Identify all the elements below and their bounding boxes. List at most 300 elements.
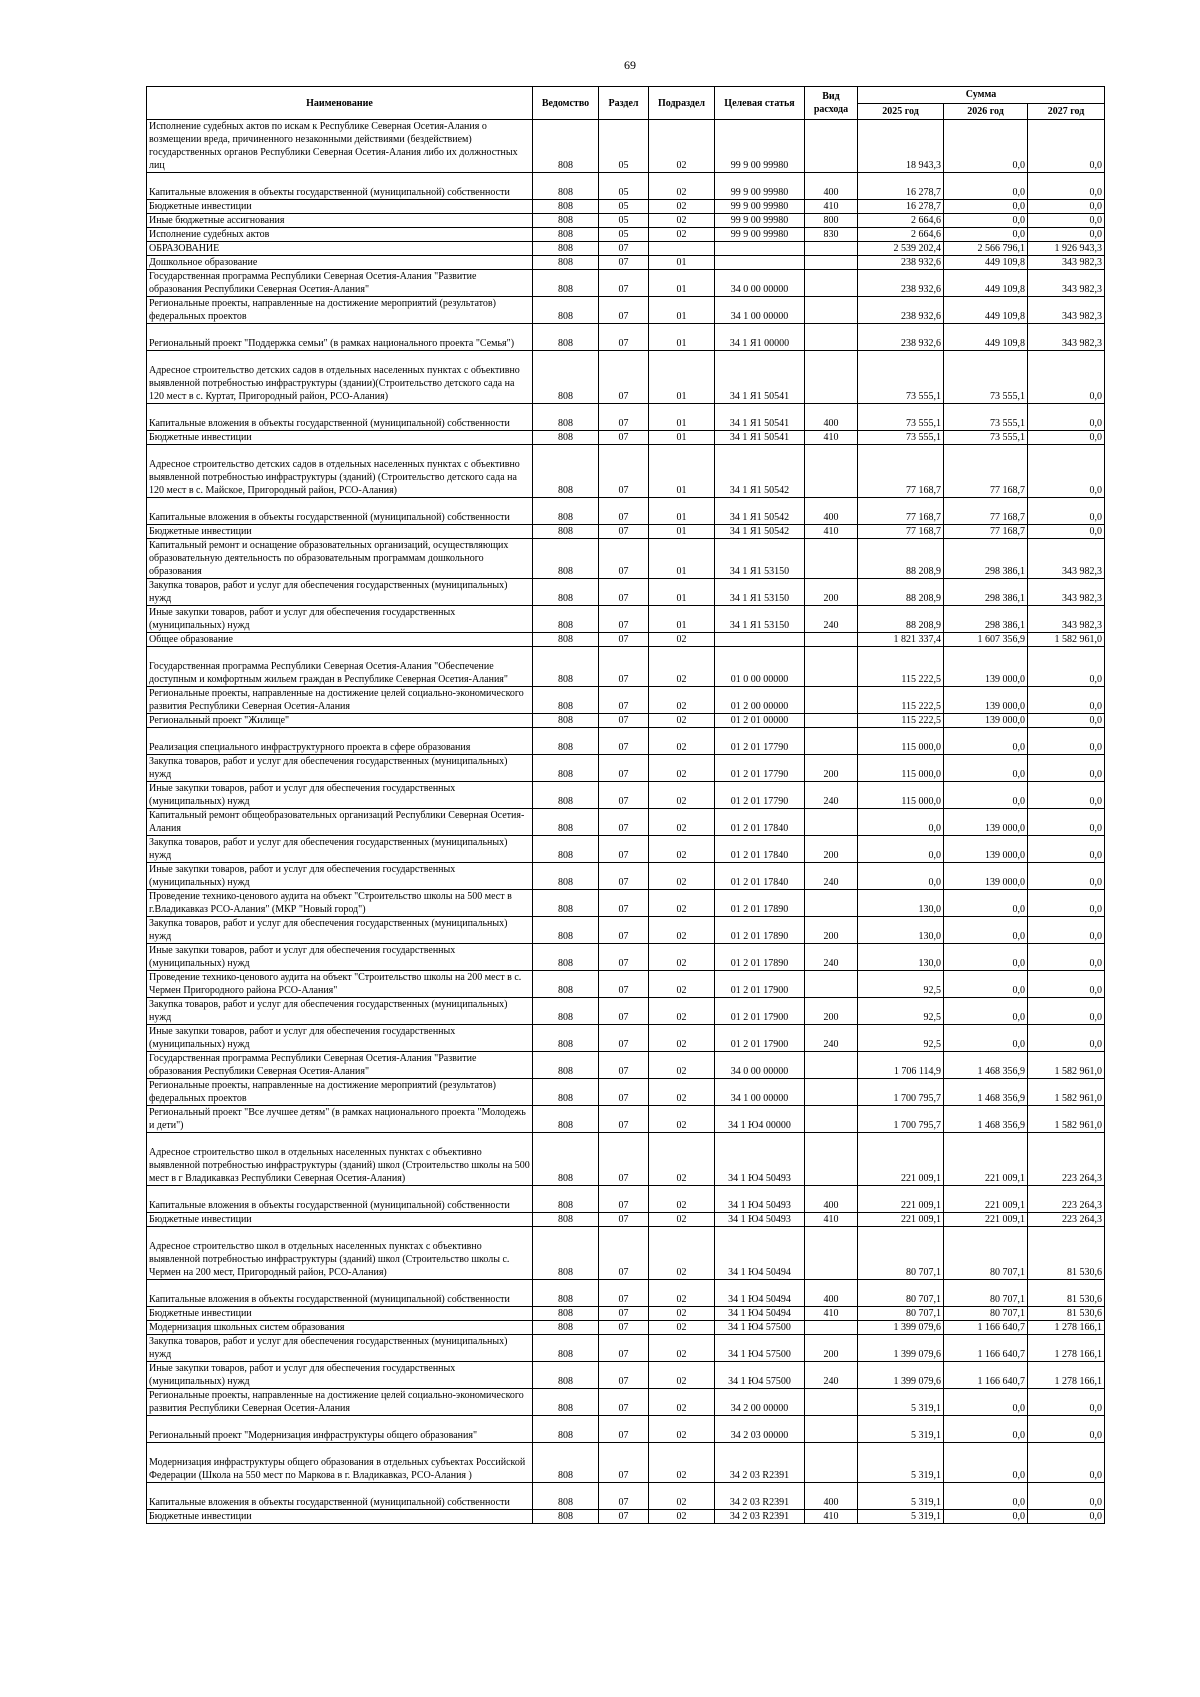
cell-sum-2027: 223 264,3 (1028, 1213, 1105, 1227)
cell-expense-type: 410 (805, 431, 858, 445)
cell-sum-2027: 0,0 (1028, 431, 1105, 445)
cell-target-article: 34 1 00 00000 (715, 297, 805, 324)
cell-vedomstvo: 808 (533, 714, 599, 728)
table-row (147, 755, 1105, 782)
cell-name: Бюджетные инвестиции (147, 200, 533, 214)
cell-expense-type: 410 (805, 1307, 858, 1321)
cell-razdel: 07 (599, 1483, 649, 1510)
cell-sum-2026: 1 468 356,9 (944, 1052, 1028, 1079)
cell-sum-2027: 0,0 (1028, 120, 1105, 173)
cell-podrazdel: 01 (649, 498, 715, 525)
cell-sum-2025: 221 009,1 (858, 1186, 944, 1213)
cell-expense-type (805, 445, 858, 498)
cell-vedomstvo: 808 (533, 1280, 599, 1307)
cell-sum-2025: 88 208,9 (858, 579, 944, 606)
cell-sum-2027: 0,0 (1028, 728, 1105, 755)
cell-sum-2027: 343 982,3 (1028, 606, 1105, 633)
header-year-2027: 2027 год (1028, 103, 1105, 120)
cell-target-article: 34 1 Я1 50542 (715, 525, 805, 539)
cell-sum-2027: 1 582 961,0 (1028, 1079, 1105, 1106)
cell-target-article: 01 2 00 00000 (715, 687, 805, 714)
cell-name: Бюджетные инвестиции (147, 1213, 533, 1227)
cell-sum-2025: 92,5 (858, 1025, 944, 1052)
cell-vedomstvo: 808 (533, 324, 599, 351)
cell-podrazdel: 02 (649, 1280, 715, 1307)
cell-vedomstvo: 808 (533, 228, 599, 242)
cell-name: Проведение технико-ценового аудита на объект "Строительство школы на 200 мест в с. Чермен Пригородного района РСО-Алания" (147, 971, 533, 998)
cell-vedomstvo: 808 (533, 944, 599, 971)
table-row (147, 1213, 1105, 1227)
cell-podrazdel: 01 (649, 256, 715, 270)
header-expense-type: Вид расхода (805, 87, 858, 120)
cell-sum-2025: 77 168,7 (858, 445, 944, 498)
cell-razdel: 07 (599, 1362, 649, 1389)
cell-sum-2026: 0,0 (944, 917, 1028, 944)
cell-target-article: 01 2 01 17900 (715, 971, 805, 998)
table-header (147, 87, 1105, 120)
cell-vedomstvo: 808 (533, 120, 599, 173)
cell-razdel: 07 (599, 714, 649, 728)
cell-sum-2025: 2 539 202,4 (858, 242, 944, 256)
cell-sum-2026: 80 707,1 (944, 1307, 1028, 1321)
cell-sum-2026: 221 009,1 (944, 1213, 1028, 1227)
table-row (147, 539, 1105, 579)
cell-sum-2026: 77 168,7 (944, 525, 1028, 539)
cell-name: Бюджетные инвестиции (147, 525, 533, 539)
cell-sum-2026: 0,0 (944, 998, 1028, 1025)
cell-expense-type (805, 324, 858, 351)
cell-sum-2025: 88 208,9 (858, 606, 944, 633)
cell-razdel: 07 (599, 1321, 649, 1335)
cell-razdel: 07 (599, 431, 649, 445)
cell-name: Региональный проект "Модернизация инфраструктуры общего образования" (147, 1416, 533, 1443)
table-row (147, 714, 1105, 728)
cell-vedomstvo: 808 (533, 606, 599, 633)
table-row (147, 1133, 1105, 1186)
cell-sum-2026: 2 566 796,1 (944, 242, 1028, 256)
cell-razdel: 07 (599, 1335, 649, 1362)
cell-razdel: 07 (599, 525, 649, 539)
cell-name: Государственная программа Республики Северная Осетия-Алания "Развитие образования Республики Северная Осетия-Алания" (147, 1052, 533, 1079)
header-summa: Сумма (858, 87, 1105, 104)
cell-expense-type: 410 (805, 525, 858, 539)
cell-sum-2026: 0,0 (944, 728, 1028, 755)
cell-sum-2025: 2 664,6 (858, 214, 944, 228)
cell-name: Закупка товаров, работ и услуг для обеспечения государственных (муниципальных) нужд (147, 579, 533, 606)
cell-podrazdel: 02 (649, 1483, 715, 1510)
cell-sum-2027: 0,0 (1028, 525, 1105, 539)
cell-sum-2025: 18 943,3 (858, 120, 944, 173)
cell-razdel: 07 (599, 998, 649, 1025)
cell-sum-2025: 5 319,1 (858, 1416, 944, 1443)
cell-podrazdel: 02 (649, 917, 715, 944)
table-row (147, 200, 1105, 214)
table-row (147, 728, 1105, 755)
cell-expense-type: 200 (805, 1335, 858, 1362)
cell-target-article: 34 1 Я1 50541 (715, 404, 805, 431)
cell-target-article: 34 1 Ю4 57500 (715, 1335, 805, 1362)
cell-podrazdel: 01 (649, 606, 715, 633)
cell-sum-2025: 115 000,0 (858, 728, 944, 755)
cell-name: Закупка товаров, работ и услуг для обеспечения государственных (муниципальных) нужд (147, 917, 533, 944)
table-row (147, 944, 1105, 971)
cell-sum-2025: 0,0 (858, 836, 944, 863)
cell-expense-type (805, 1106, 858, 1133)
cell-name: Иные закупки товаров, работ и услуг для обеспечения государственных (муниципальных) нужд (147, 782, 533, 809)
cell-expense-type (805, 1133, 858, 1186)
cell-razdel: 07 (599, 890, 649, 917)
cell-name: Региональные проекты, направленные на достижение мероприятий (результатов) федеральных проектов (147, 297, 533, 324)
cell-sum-2026: 1 468 356,9 (944, 1106, 1028, 1133)
cell-expense-type (805, 647, 858, 687)
cell-target-article: 99 9 00 99980 (715, 173, 805, 200)
cell-vedomstvo: 808 (533, 539, 599, 579)
cell-sum-2025: 16 278,7 (858, 200, 944, 214)
cell-sum-2027: 1 582 961,0 (1028, 633, 1105, 647)
cell-expense-type: 240 (805, 782, 858, 809)
cell-target-article: 34 1 Я1 50541 (715, 351, 805, 404)
cell-name: Государственная программа Республики Северная Осетия-Алания "Обеспечение доступным и комфортным жильем граждан в Республике Северная Осетия-Алания" (147, 647, 533, 687)
cell-sum-2025: 73 555,1 (858, 404, 944, 431)
cell-expense-type: 410 (805, 1510, 858, 1524)
cell-sum-2027: 343 982,3 (1028, 270, 1105, 297)
cell-name: Региональный проект "Все лучшее детям" (в рамках национального проекта "Молодежь и дети") (147, 1106, 533, 1133)
cell-expense-type: 400 (805, 498, 858, 525)
cell-podrazdel: 01 (649, 579, 715, 606)
cell-expense-type (805, 242, 858, 256)
cell-vedomstvo: 808 (533, 445, 599, 498)
table-row (147, 917, 1105, 944)
cell-podrazdel: 02 (649, 863, 715, 890)
cell-name: Региональный проект "Поддержка семьи" (в рамках национального проекта "Семья") (147, 324, 533, 351)
cell-razdel: 07 (599, 1443, 649, 1483)
cell-target-article: 34 1 Я1 50542 (715, 498, 805, 525)
cell-target-article: 34 2 03 R2391 (715, 1443, 805, 1483)
table-row (147, 1321, 1105, 1335)
cell-sum-2026: 80 707,1 (944, 1227, 1028, 1280)
table-row (147, 120, 1105, 173)
cell-expense-type (805, 1321, 858, 1335)
cell-sum-2026: 0,0 (944, 890, 1028, 917)
cell-sum-2027: 0,0 (1028, 917, 1105, 944)
table-row (147, 1483, 1105, 1510)
cell-name: Исполнение судебных актов (147, 228, 533, 242)
table-row (147, 256, 1105, 270)
cell-sum-2027: 343 982,3 (1028, 324, 1105, 351)
cell-sum-2027: 1 582 961,0 (1028, 1106, 1105, 1133)
cell-expense-type (805, 351, 858, 404)
cell-sum-2026: 221 009,1 (944, 1186, 1028, 1213)
cell-expense-type (805, 297, 858, 324)
cell-expense-type: 200 (805, 917, 858, 944)
cell-sum-2025: 221 009,1 (858, 1213, 944, 1227)
cell-vedomstvo: 808 (533, 1335, 599, 1362)
table-row (147, 1362, 1105, 1389)
cell-sum-2026: 0,0 (944, 944, 1028, 971)
cell-sum-2027: 1 278 166,1 (1028, 1335, 1105, 1362)
cell-sum-2025: 80 707,1 (858, 1307, 944, 1321)
cell-vedomstvo: 808 (533, 971, 599, 998)
cell-expense-type (805, 256, 858, 270)
cell-podrazdel: 02 (649, 1443, 715, 1483)
cell-name: Иные закупки товаров, работ и услуг для обеспечения государственных (муниципальных) нужд (147, 1025, 533, 1052)
cell-expense-type (805, 1416, 858, 1443)
cell-expense-type (805, 971, 858, 998)
cell-expense-type (805, 539, 858, 579)
table-row (147, 782, 1105, 809)
cell-expense-type: 240 (805, 1025, 858, 1052)
table-row (147, 173, 1105, 200)
cell-razdel: 07 (599, 297, 649, 324)
cell-sum-2027: 0,0 (1028, 1510, 1105, 1524)
cell-name: Бюджетные инвестиции (147, 1510, 533, 1524)
cell-name: Проведение технико-ценового аудита на объект "Строительство школы на 500 мест в г.Владикавказ РСО-Алания" (МКР "Новый город") (147, 890, 533, 917)
cell-razdel: 07 (599, 404, 649, 431)
cell-target-article: 99 9 00 99980 (715, 228, 805, 242)
cell-sum-2026: 139 000,0 (944, 809, 1028, 836)
cell-target-article: 01 2 01 17890 (715, 917, 805, 944)
cell-target-article: 34 1 Я1 50542 (715, 445, 805, 498)
table-row (147, 579, 1105, 606)
cell-expense-type: 400 (805, 173, 858, 200)
cell-vedomstvo: 808 (533, 1106, 599, 1133)
table-row (147, 1280, 1105, 1307)
cell-sum-2027: 223 264,3 (1028, 1186, 1105, 1213)
cell-vedomstvo: 808 (533, 1307, 599, 1321)
cell-sum-2026: 139 000,0 (944, 647, 1028, 687)
cell-razdel: 07 (599, 809, 649, 836)
cell-podrazdel: 01 (649, 404, 715, 431)
cell-expense-type (805, 728, 858, 755)
table-row (147, 971, 1105, 998)
cell-vedomstvo: 808 (533, 525, 599, 539)
cell-sum-2027: 0,0 (1028, 714, 1105, 728)
cell-razdel: 07 (599, 324, 649, 351)
cell-vedomstvo: 808 (533, 755, 599, 782)
table-row (147, 1052, 1105, 1079)
cell-vedomstvo: 808 (533, 917, 599, 944)
cell-vedomstvo: 808 (533, 270, 599, 297)
cell-vedomstvo: 808 (533, 1362, 599, 1389)
cell-expense-type: 400 (805, 404, 858, 431)
cell-name: Иные закупки товаров, работ и услуг для обеспечения государственных (муниципальных) нужд (147, 606, 533, 633)
table-row (147, 633, 1105, 647)
cell-podrazdel: 01 (649, 525, 715, 539)
table-row (147, 445, 1105, 498)
cell-sum-2025: 5 319,1 (858, 1510, 944, 1524)
table-row (147, 1443, 1105, 1483)
cell-sum-2027: 0,0 (1028, 836, 1105, 863)
cell-podrazdel: 01 (649, 539, 715, 579)
table-row (147, 324, 1105, 351)
cell-sum-2027: 0,0 (1028, 782, 1105, 809)
cell-sum-2026: 0,0 (944, 1389, 1028, 1416)
cell-target-article: 34 2 03 R2391 (715, 1510, 805, 1524)
cell-sum-2025: 88 208,9 (858, 539, 944, 579)
cell-vedomstvo: 808 (533, 1213, 599, 1227)
cell-razdel: 07 (599, 445, 649, 498)
cell-target-article: 34 0 00 00000 (715, 270, 805, 297)
cell-razdel: 07 (599, 1510, 649, 1524)
table-row (147, 1079, 1105, 1106)
cell-podrazdel: 02 (649, 1052, 715, 1079)
cell-sum-2027: 343 982,3 (1028, 539, 1105, 579)
cell-sum-2025: 1 706 114,9 (858, 1052, 944, 1079)
cell-target-article: 34 1 Ю4 00000 (715, 1106, 805, 1133)
cell-name: Капитальные вложения в объекты государственной (муниципальной) собственности (147, 404, 533, 431)
cell-sum-2026: 221 009,1 (944, 1133, 1028, 1186)
cell-razdel: 07 (599, 1133, 649, 1186)
cell-name: Региональный проект "Жилище" (147, 714, 533, 728)
cell-name: Закупка товаров, работ и услуг для обеспечения государственных (муниципальных) нужд (147, 836, 533, 863)
cell-vedomstvo: 808 (533, 242, 599, 256)
cell-razdel: 07 (599, 256, 649, 270)
cell-name: Региональные проекты, направленные на достижение целей социально-экономического развития Республики Северная Осетия-Алания (147, 687, 533, 714)
cell-sum-2026: 0,0 (944, 971, 1028, 998)
cell-podrazdel: 01 (649, 351, 715, 404)
cell-sum-2027: 0,0 (1028, 1483, 1105, 1510)
cell-vedomstvo: 808 (533, 498, 599, 525)
cell-sum-2025: 238 932,6 (858, 256, 944, 270)
cell-razdel: 05 (599, 228, 649, 242)
cell-sum-2026: 0,0 (944, 1025, 1028, 1052)
cell-sum-2026: 139 000,0 (944, 687, 1028, 714)
cell-expense-type (805, 1443, 858, 1483)
cell-sum-2025: 238 932,6 (858, 324, 944, 351)
cell-name: Общее образование (147, 633, 533, 647)
cell-sum-2025: 73 555,1 (858, 431, 944, 445)
cell-razdel: 07 (599, 633, 649, 647)
cell-name: Капитальные вложения в объекты государственной (муниципальной) собственности (147, 1483, 533, 1510)
table-row (147, 606, 1105, 633)
cell-vedomstvo: 808 (533, 836, 599, 863)
cell-target-article: 01 2 01 17890 (715, 944, 805, 971)
cell-target-article: 99 9 00 99980 (715, 200, 805, 214)
cell-razdel: 07 (599, 728, 649, 755)
cell-sum-2025: 221 009,1 (858, 1133, 944, 1186)
cell-vedomstvo: 808 (533, 214, 599, 228)
cell-podrazdel: 02 (649, 1321, 715, 1335)
cell-name: Адресное строительство детских садов в отдельных населенных пунктах с объективно выявленной потребностью инфраструктуры (здании)(Строительство детского сада на 120 мест в с. Куртат, Пригородный район, РСО-Алания) (147, 351, 533, 404)
cell-razdel: 07 (599, 1052, 649, 1079)
cell-name: Закупка товаров, работ и услуг для обеспечения государственных (муниципальных) нужд (147, 998, 533, 1025)
cell-podrazdel (649, 242, 715, 256)
cell-vedomstvo: 808 (533, 1443, 599, 1483)
cell-name: Дошкольное образование (147, 256, 533, 270)
cell-name: Бюджетные инвестиции (147, 431, 533, 445)
cell-expense-type (805, 633, 858, 647)
cell-razdel: 07 (599, 1106, 649, 1133)
cell-razdel: 07 (599, 1079, 649, 1106)
cell-sum-2025: 0,0 (858, 809, 944, 836)
cell-vedomstvo: 808 (533, 809, 599, 836)
cell-sum-2026: 0,0 (944, 1416, 1028, 1443)
cell-sum-2025: 115 000,0 (858, 782, 944, 809)
cell-target-article: 01 2 01 17900 (715, 998, 805, 1025)
cell-target-article: 01 2 01 17840 (715, 863, 805, 890)
cell-expense-type: 240 (805, 1362, 858, 1389)
cell-vedomstvo: 808 (533, 1227, 599, 1280)
cell-razdel: 07 (599, 1025, 649, 1052)
cell-sum-2026: 449 109,8 (944, 270, 1028, 297)
cell-target-article: 34 1 Ю4 50494 (715, 1307, 805, 1321)
cell-sum-2025: 1 821 337,4 (858, 633, 944, 647)
cell-sum-2025: 1 399 079,6 (858, 1335, 944, 1362)
cell-podrazdel: 02 (649, 1335, 715, 1362)
cell-expense-type (805, 714, 858, 728)
cell-target-article (715, 633, 805, 647)
cell-vedomstvo: 808 (533, 1133, 599, 1186)
cell-sum-2026: 0,0 (944, 1483, 1028, 1510)
cell-sum-2026: 449 109,8 (944, 256, 1028, 270)
cell-sum-2027: 81 530,6 (1028, 1227, 1105, 1280)
cell-podrazdel: 02 (649, 1362, 715, 1389)
table-row (147, 1106, 1105, 1133)
cell-sum-2027: 0,0 (1028, 445, 1105, 498)
table-row (147, 863, 1105, 890)
cell-sum-2025: 80 707,1 (858, 1227, 944, 1280)
cell-expense-type: 400 (805, 1483, 858, 1510)
cell-vedomstvo: 808 (533, 200, 599, 214)
cell-razdel: 07 (599, 1213, 649, 1227)
cell-name: Закупка товаров, работ и услуг для обеспечения государственных (муниципальных) нужд (147, 755, 533, 782)
cell-vedomstvo: 808 (533, 404, 599, 431)
header-year-2026: 2026 год (944, 103, 1028, 120)
cell-expense-type (805, 1389, 858, 1416)
cell-sum-2025: 115 222,5 (858, 714, 944, 728)
cell-vedomstvo: 808 (533, 1052, 599, 1079)
cell-podrazdel: 02 (649, 633, 715, 647)
cell-name: Закупка товаров, работ и услуг для обеспечения государственных (муниципальных) нужд (147, 1335, 533, 1362)
table-row (147, 1416, 1105, 1443)
cell-vedomstvo: 808 (533, 1389, 599, 1416)
cell-sum-2026: 298 386,1 (944, 579, 1028, 606)
cell-target-article: 34 2 00 00000 (715, 1389, 805, 1416)
cell-target-article (715, 256, 805, 270)
cell-sum-2025: 0,0 (858, 863, 944, 890)
cell-podrazdel: 02 (649, 1510, 715, 1524)
cell-sum-2026: 77 168,7 (944, 498, 1028, 525)
cell-podrazdel: 02 (649, 998, 715, 1025)
cell-target-article: 34 1 Ю4 50493 (715, 1186, 805, 1213)
cell-sum-2026: 77 168,7 (944, 445, 1028, 498)
cell-name: Капитальный ремонт общеобразовательных организаций Республики Северная Осетия-Алания (147, 809, 533, 836)
table-row (147, 498, 1105, 525)
cell-razdel: 07 (599, 1280, 649, 1307)
cell-razdel: 07 (599, 687, 649, 714)
cell-name: Бюджетные инвестиции (147, 1307, 533, 1321)
cell-target-article: 01 2 01 00000 (715, 714, 805, 728)
cell-podrazdel: 02 (649, 971, 715, 998)
cell-podrazdel: 02 (649, 1079, 715, 1106)
cell-sum-2025: 5 319,1 (858, 1389, 944, 1416)
cell-target-article: 34 0 00 00000 (715, 1052, 805, 1079)
cell-podrazdel: 02 (649, 836, 715, 863)
cell-target-article: 01 2 01 17890 (715, 890, 805, 917)
cell-razdel: 07 (599, 242, 649, 256)
cell-target-article: 34 2 03 00000 (715, 1416, 805, 1443)
cell-sum-2027: 0,0 (1028, 404, 1105, 431)
cell-sum-2027: 0,0 (1028, 890, 1105, 917)
cell-target-article: 01 2 01 17840 (715, 836, 805, 863)
cell-sum-2025: 238 932,6 (858, 270, 944, 297)
cell-sum-2027: 0,0 (1028, 351, 1105, 404)
cell-name: Адресное строительство школ в отдельных населенных пунктах с объективно выявленной потребностью инфраструктуры (зданий) школ (Строительство школы с. Чермен на 200 мест, Пригородный район, РСО-Алания) (147, 1227, 533, 1280)
cell-target-article: 01 2 01 17790 (715, 782, 805, 809)
cell-name: Региональные проекты, направленные на достижение мероприятий (результатов) федеральных проектов (147, 1079, 533, 1106)
cell-vedomstvo: 808 (533, 1186, 599, 1213)
cell-target-article: 34 1 Ю4 50494 (715, 1280, 805, 1307)
